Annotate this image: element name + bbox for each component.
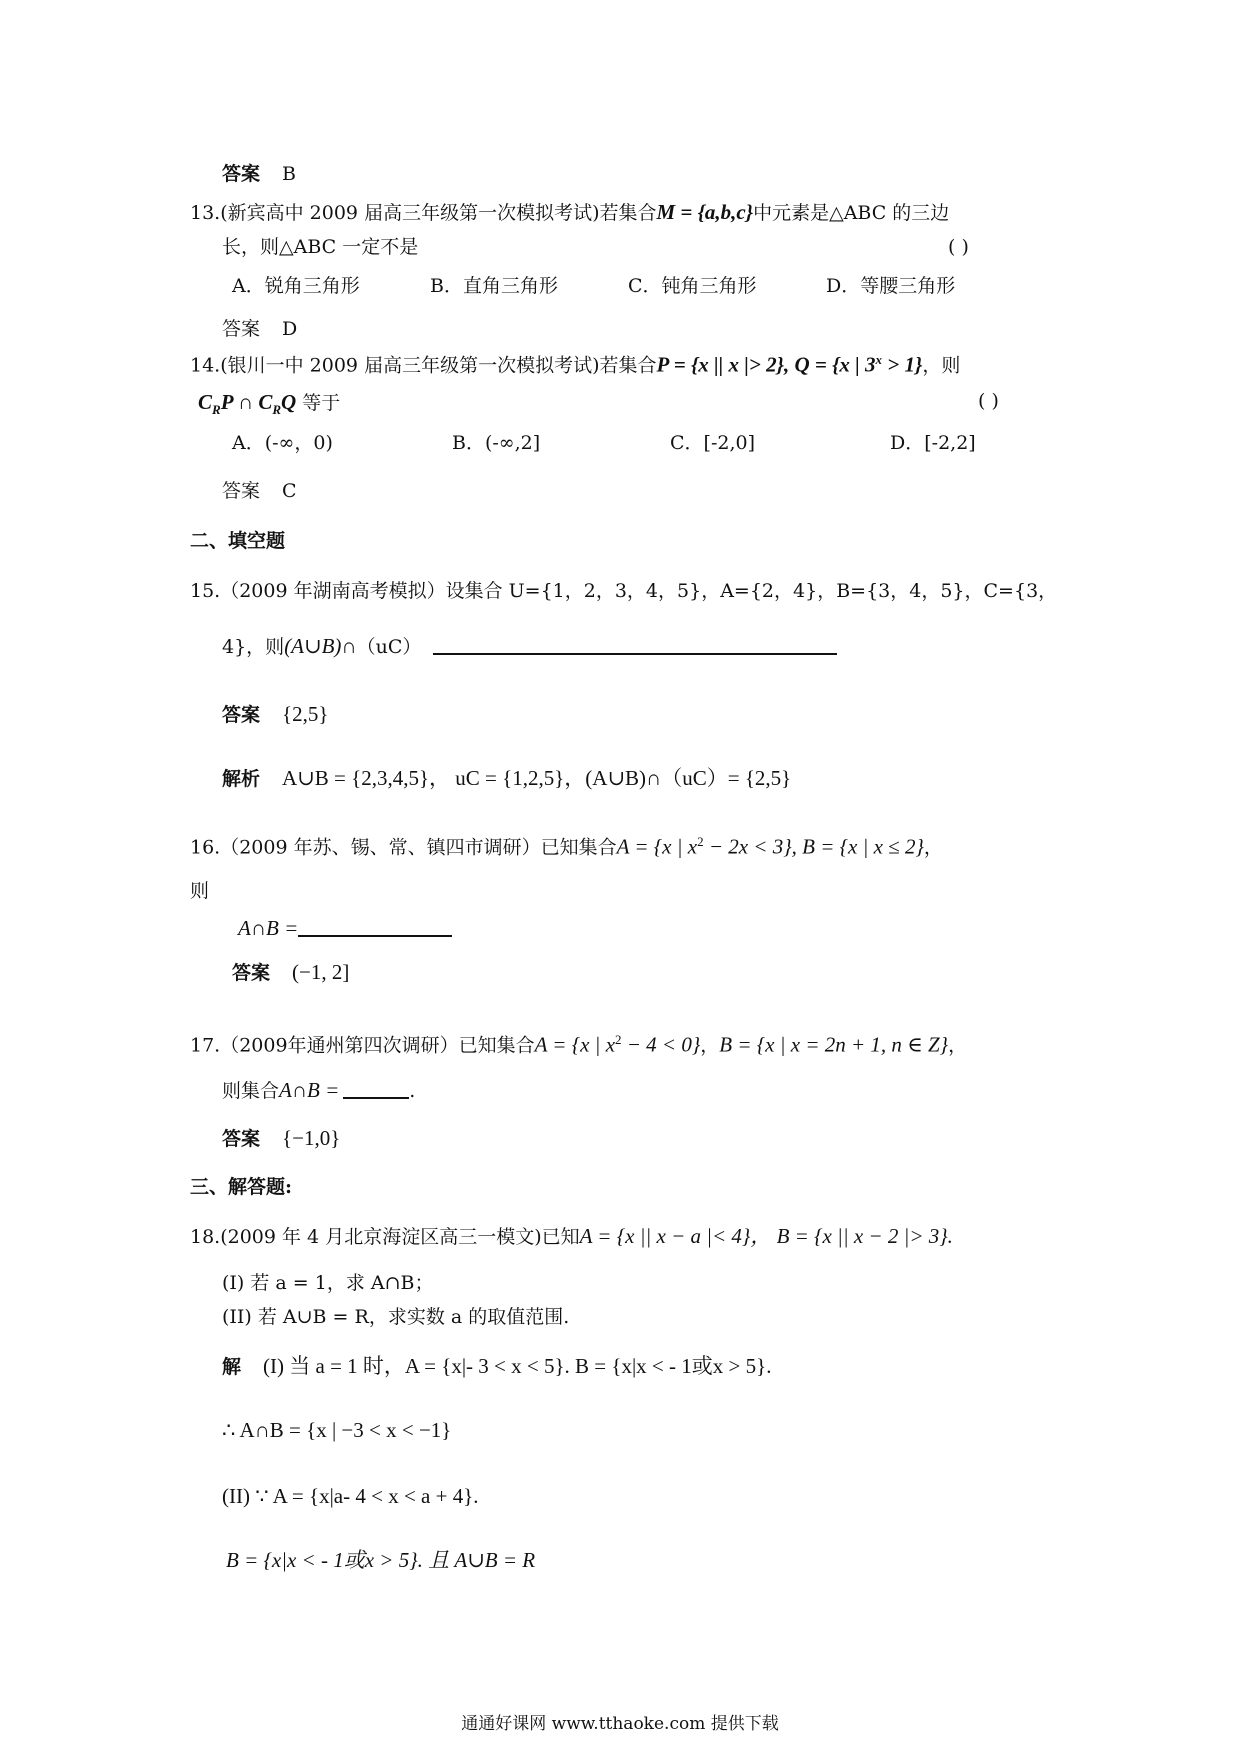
q12-answer (222, 163, 296, 186)
question-text: ， (700, 1034, 720, 1057)
question-text: 18.(2009 年 4 月北京海淀区高三一模文)已知 (190, 1226, 580, 1248)
q17-line1 (190, 1032, 967, 1058)
q13-line1 (190, 200, 949, 225)
answer-label: 答案 (222, 704, 261, 726)
math-expression: A∩B = (279, 1078, 340, 1102)
option-a: A．锐角三角形 (232, 275, 360, 297)
math-expression: − 2x < 3}, B = {x | x ≤ 2} (703, 834, 924, 859)
q18-solution-1 (222, 1354, 771, 1379)
math-superscript: x (875, 352, 883, 367)
q15-line1: 15.（2009 年湖南高考模拟）设集合 U={1，2，3，4，5}，A={2，4}，B={3，4，5}，C={3， (190, 580, 1058, 602)
math-expression: C (198, 390, 213, 414)
q15-answer (222, 702, 328, 727)
answer-value: {−1,0} (282, 1126, 341, 1150)
q14-answer (222, 480, 297, 503)
math-expression: A∩B = (238, 916, 299, 940)
math-expression: A = {x | x (534, 1032, 616, 1057)
option-d: D．等腰三角形 (826, 275, 956, 297)
q18-part2: (II) 若 A∪B = R，求实数 a 的取值范围. (222, 1306, 570, 1328)
answer-paren: ( ) (948, 236, 969, 258)
q16-answer (232, 960, 349, 985)
q18-line1 (190, 1224, 953, 1249)
q13-answer (222, 318, 297, 341)
question-text: (新宾高中 2009 届高三年级第一次模拟考试)若集合 (220, 202, 657, 224)
math-expression: − 4 < 0} (621, 1032, 701, 1057)
q18-solution-2: ∴ A∩B = {x | −3 < x < −1} (222, 1418, 452, 1442)
question-text: ， (948, 1034, 968, 1057)
math-subscript: R (212, 401, 221, 417)
question-text: ， (923, 836, 943, 859)
math-expression: A = {x || x − a |< 4}， B = {x || x − 2 |> 3}. (579, 1224, 953, 1248)
answer-value: D (282, 318, 298, 340)
answer-paren: ( ) (978, 390, 999, 412)
math-superscript: 2 (697, 834, 704, 849)
q13-line2: 长，则△ABC 一定不是 (222, 236, 419, 258)
question-text: 等于 (296, 392, 341, 414)
answer-value: (−1, 2] (292, 960, 350, 984)
math-superscript: 2 (615, 1032, 622, 1047)
q18-solution-3: (II) ∵ A = {x|a- 4 < x < a + 4}. (222, 1484, 479, 1508)
answer-value: C (282, 480, 297, 502)
question-text: (银川一中 2009 届高三年级第一次模拟考试)若集合 (220, 354, 657, 377)
question-text: 16.（2009 年苏、锡、常、镇四市调研）已知集合 (190, 836, 617, 859)
option-c: C．钝角三角形 (628, 275, 757, 297)
analysis-label: 解析 (222, 768, 261, 790)
section-heading: 三、解答题: (190, 1176, 293, 1198)
q17-answer (222, 1126, 340, 1151)
q16-line3 (238, 916, 452, 941)
answer-label: 答案 (222, 318, 261, 340)
answer-label: 答案 (222, 1128, 261, 1150)
option-c: C．[-2,0] (670, 432, 755, 454)
question-text: 中元素是△ABC 的三边 (753, 202, 950, 224)
question-number: 13. (190, 202, 221, 224)
math-expression: A = {x | x (616, 834, 698, 859)
math-expression: (A∪B)∩ (284, 634, 357, 658)
math-subscript: R (272, 401, 282, 417)
q15-analysis (222, 766, 791, 791)
question-text: 17.（2009年通州第四次调研）已知集合 (190, 1034, 535, 1057)
fill-blank (343, 1097, 409, 1099)
question-text: ，则 (922, 354, 961, 377)
option-b: B．直角三角形 (430, 275, 558, 297)
q18-solution-4: B = {x|x < - 1或x > 5}. 且 A∪B = R (226, 1548, 536, 1572)
q16-line1 (190, 834, 943, 860)
q18-part1: (I) 若 a = 1，求 A∩B； (222, 1272, 434, 1294)
fill-blank (298, 935, 452, 937)
option-b: B．(-∞,2] (452, 432, 541, 454)
question-number: 14. (190, 354, 221, 377)
answer-value: B (282, 163, 296, 185)
math-expression: （uC） (356, 636, 422, 658)
answer-value: {2,5} (282, 702, 329, 726)
solution-text: (I) 当 a = 1 时，A = {x|- 3 < x < 5}. B = {x|x < - 1或x > 5}. (263, 1354, 772, 1378)
math-expression: M = {a,b,c} (656, 200, 754, 224)
q15-line2 (222, 634, 837, 659)
option-a: A．(-∞，0) (232, 432, 333, 454)
question-text: 则集合 (222, 1080, 280, 1102)
solution-label: 解 (222, 1356, 242, 1378)
option-d: D．[-2,2] (890, 432, 976, 454)
math-expression: P = {x || x |> 2}, Q = {x | 3 (656, 352, 876, 377)
math-expression: > 1} (882, 352, 923, 377)
fill-blank (433, 653, 837, 655)
analysis-text: A∪B = {2,3,4,5}， uC = {1,2,5}，(A∪B)∩（uC）= {2,5} (282, 766, 792, 790)
math-expression: B = {x | x = 2n + 1, n ∈ Z} (719, 1032, 949, 1057)
q14-line2 (198, 390, 340, 417)
question-text: . (409, 1080, 416, 1102)
math-expression: Q (281, 390, 297, 414)
answer-label: 答案 (222, 163, 261, 185)
q16-line2: 则 (190, 880, 210, 902)
math-expression: P ∩ C (220, 390, 273, 414)
footer-text: 通通好课网 www.tthaoke.com 提供下载 (461, 1714, 779, 1734)
q17-line2 (222, 1078, 415, 1103)
q14-line1 (190, 352, 960, 378)
answer-label: 答案 (232, 962, 271, 984)
answer-label: 答案 (222, 480, 261, 502)
section-heading: 二、填空题 (190, 530, 286, 552)
question-text: 4}，则 (222, 636, 285, 658)
